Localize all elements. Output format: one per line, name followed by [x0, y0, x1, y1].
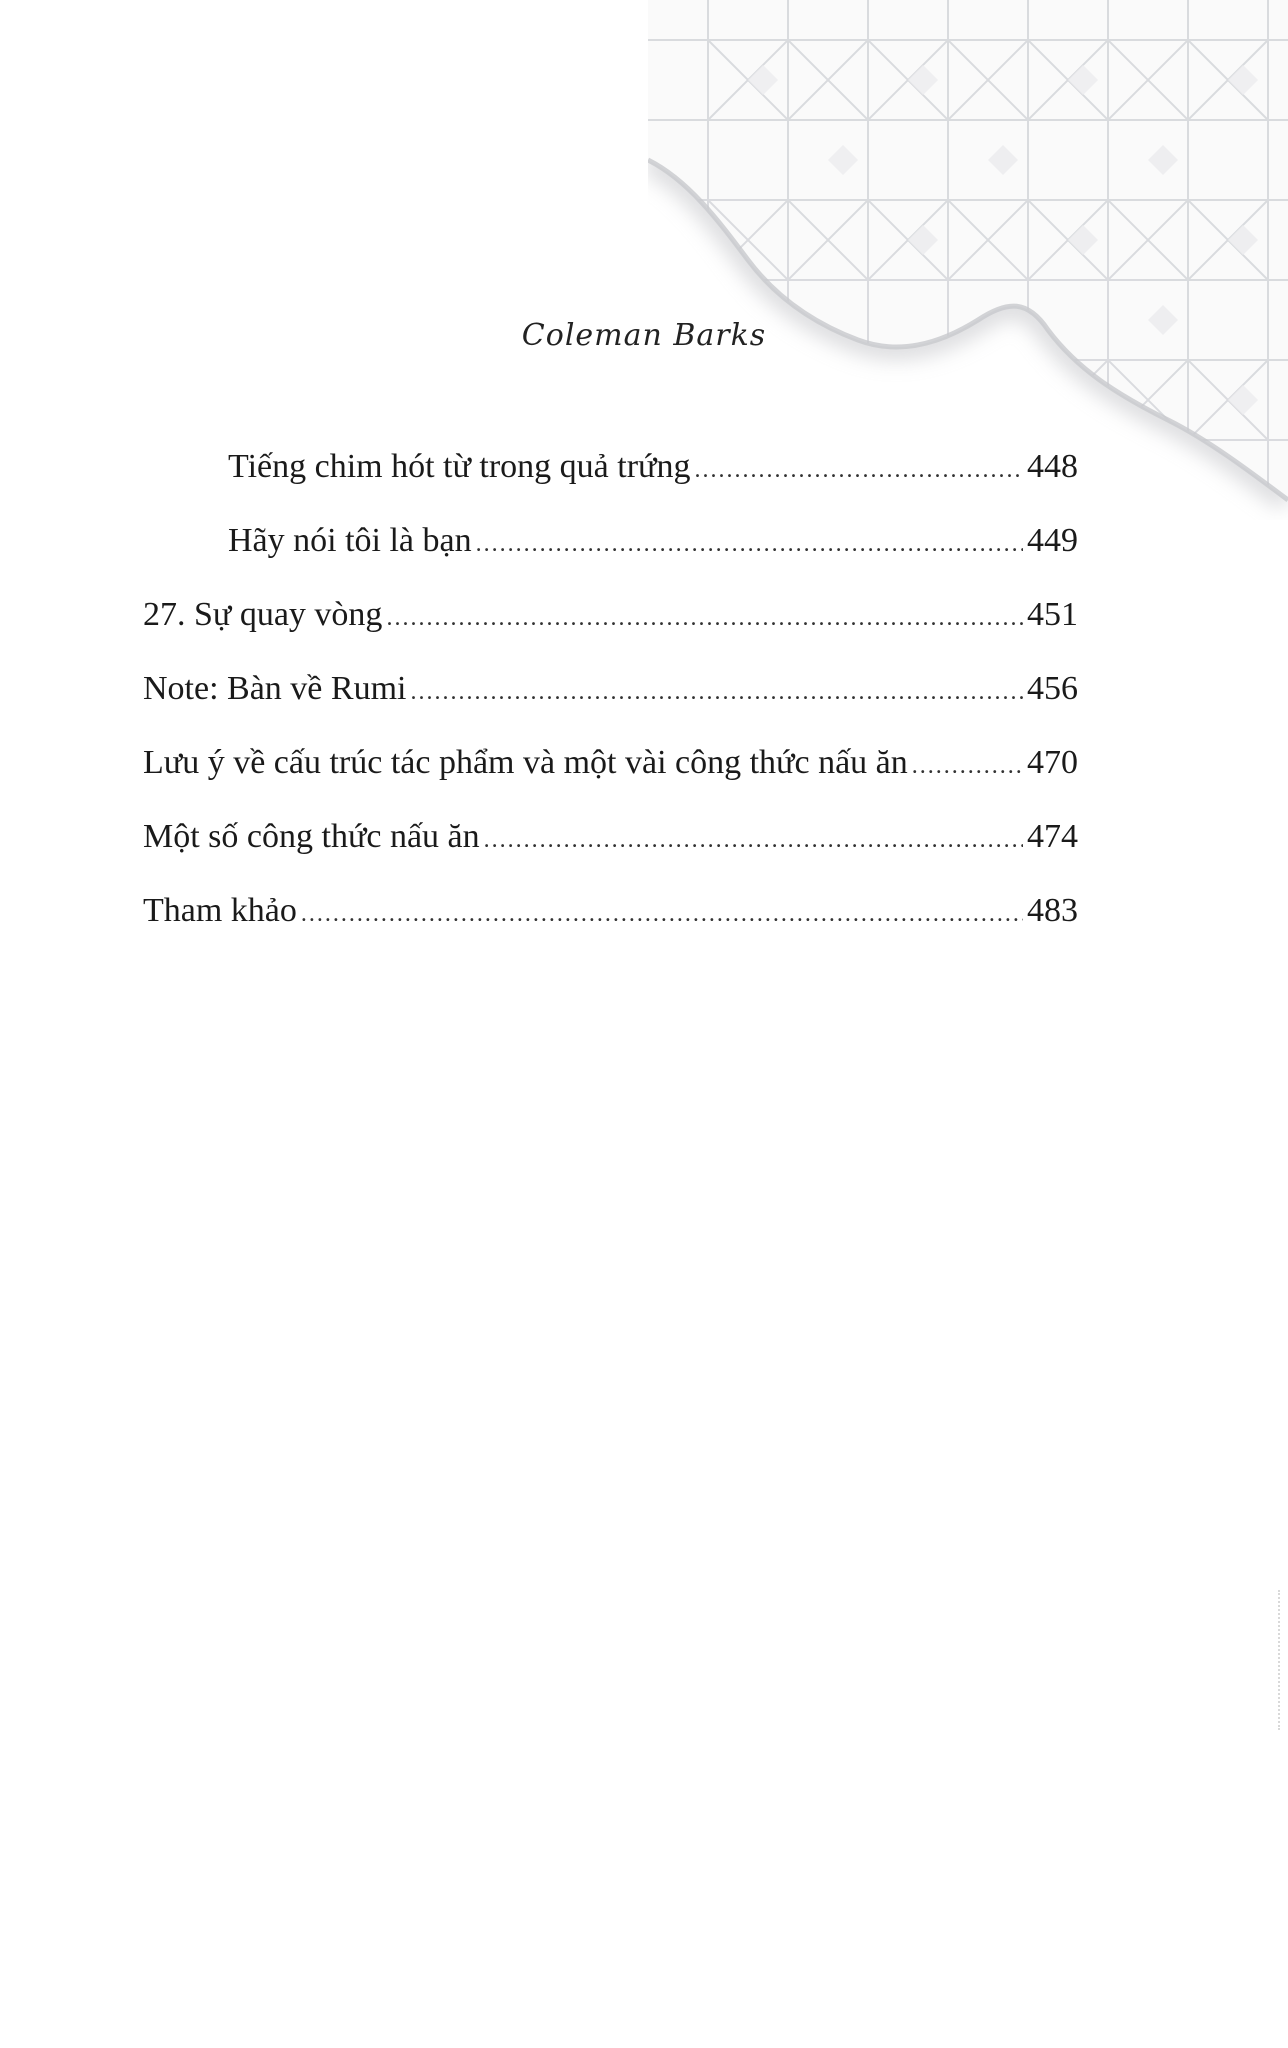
toc-leader-dots [484, 803, 1023, 877]
toc-entry-page: 483 [1027, 892, 1078, 929]
toc-entry-page: 456 [1027, 670, 1078, 707]
toc-entry[interactable] [143, 430, 1078, 504]
toc-entry-title: Lưu ý về cấu trúc tác phẩm và một vài công thức nấu ăn [143, 744, 908, 781]
toc-entry-title: Tham khảo [143, 892, 297, 929]
toc-entry-title: Tiếng chim hót từ trong quả trứng [228, 448, 691, 485]
toc-leader-dots [410, 655, 1023, 729]
toc-entry[interactable] [143, 874, 1078, 948]
toc-entry-page: 470 [1027, 744, 1078, 781]
toc-entry-title: Note: Bàn về Rumi [143, 670, 407, 707]
table-of-contents [143, 430, 1078, 948]
toc-entry-page: 451 [1027, 596, 1078, 633]
toc-leader-dots [301, 877, 1023, 951]
toc-leader-dots [694, 433, 1023, 507]
toc-entry-page: 448 [1027, 448, 1078, 485]
toc-entry[interactable] [143, 800, 1078, 874]
toc-entry-page: 449 [1027, 522, 1078, 559]
toc-entry-title: Hãy nói tôi là bạn [228, 522, 472, 559]
toc-entry[interactable] [143, 504, 1078, 578]
toc-leader-dots [386, 581, 1023, 655]
toc-leader-dots [912, 729, 1023, 803]
toc-entry[interactable] [143, 726, 1078, 800]
toc-entry-page: 474 [1027, 818, 1078, 855]
toc-leader-dots [476, 507, 1023, 581]
toc-entry[interactable] [143, 578, 1078, 652]
toc-entry[interactable] [143, 652, 1078, 726]
toc-entry-title: Một số công thức nấu ăn [143, 818, 480, 855]
running-header-author: Coleman Barks [521, 318, 767, 353]
toc-entry-title: 27. Sự quay vòng [143, 596, 383, 633]
page-edge-mark [1276, 1590, 1280, 1730]
